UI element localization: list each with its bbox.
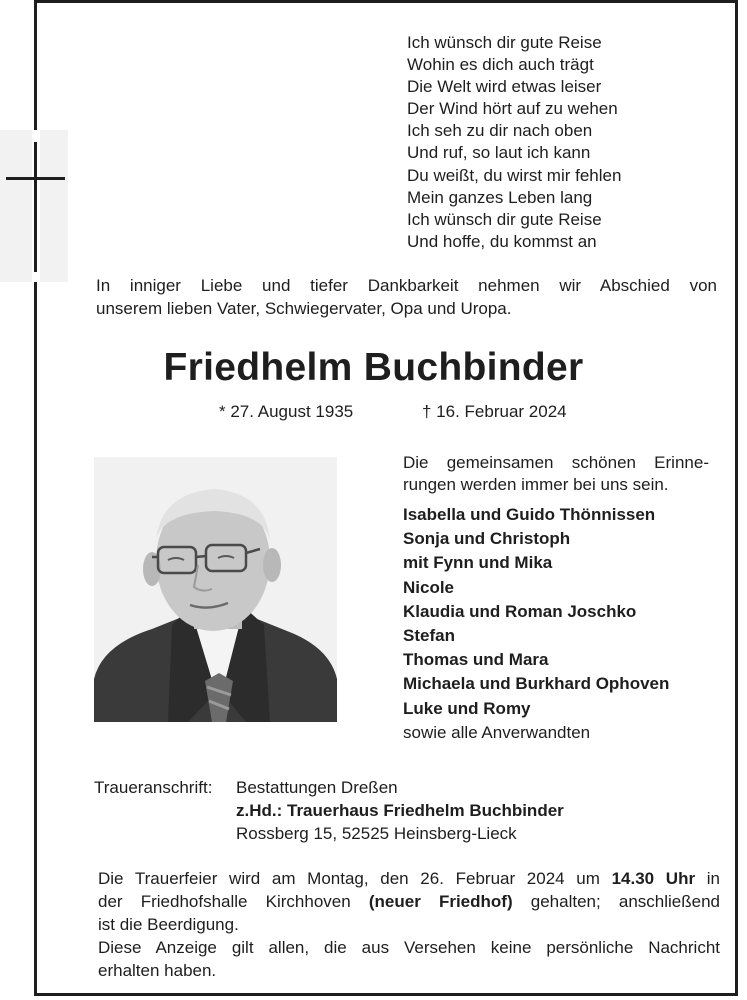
family-member: Thomas und Mara <box>403 650 549 670</box>
family-list <box>403 503 669 745</box>
ceremony-line-3: ist die Beerdigung. <box>98 915 239 934</box>
family-member: Klaudia und Roman Joschko <box>403 601 637 621</box>
ceremony-text-part: Die Trauerfeier wird am Montag, den 26. Februar 2024 um <box>98 869 612 888</box>
intro-text <box>96 274 717 320</box>
ceremony-text-part: gehalten; anschließend <box>512 892 720 911</box>
poem-line: Und hoffe, du kommst an <box>407 231 597 251</box>
memory-line-1: Die gemeinsamen schönen Erinne- <box>403 453 709 472</box>
notice-line-2: erhalten haben. <box>98 961 217 980</box>
portrait-illustration <box>94 457 337 722</box>
poem-line: Wohin es dich auch trägt <box>407 55 594 75</box>
family-member: Stefan <box>403 626 455 646</box>
family-member: mit Fynn und Mika <box>403 553 553 573</box>
address-line-3: Rossberg 15, 52525 Heinsberg-Lieck <box>236 824 517 843</box>
address-block <box>236 776 564 845</box>
address-line-2: z.Hd.: Trauerhaus Friedhelm Buchbinder <box>236 801 564 820</box>
intro-line-1: In inniger Liebe und tiefer Dankbarkeit nehmen wir Abschied von <box>96 276 717 295</box>
cross-icon <box>34 142 37 272</box>
birth-date: * 27. August 1935 <box>219 402 354 421</box>
portrait-photo <box>94 457 337 722</box>
family-member: Nicole <box>403 577 455 597</box>
poem <box>407 32 621 253</box>
family-closing: sowie alle Anverwandten <box>403 722 591 742</box>
poem-line: Ich wünsch dir gute Reise <box>407 209 602 229</box>
family-member: Michaela und Burkhard Ophoven <box>403 674 670 694</box>
ceremony-time: 14.30 Uhr <box>611 869 696 888</box>
memory-line-2: rungen werden immer bei uns sein. <box>403 475 669 494</box>
ceremony-location-note: (neuer Friedhof) <box>368 892 513 911</box>
death-date: † 16. Februar 2024 <box>422 402 567 421</box>
deceased-name: Friedhelm Buchbinder <box>163 346 584 389</box>
memory-text <box>403 452 709 496</box>
address-line-1: Bestattungen Dreßen <box>236 778 398 797</box>
ceremony-line-1 <box>98 867 720 890</box>
address-label: Traueranschrift: <box>94 778 213 797</box>
poem-line: Ich wünsch dir gute Reise <box>407 33 602 52</box>
poem-line: Ich seh zu dir nach oben <box>407 121 593 141</box>
ceremony-text-part: der Friedhofshalle Kirchhoven <box>98 892 369 911</box>
family-member: Sonja und Christoph <box>403 529 571 549</box>
poem-line: Der Wind hört auf zu wehen <box>407 99 618 119</box>
poem-line: Du weißt, du wirst mir fehlen <box>407 165 622 185</box>
ceremony-text-part: in <box>695 869 720 888</box>
poem-line: Und ruf, so laut ich kann <box>407 143 591 163</box>
poem-line: Mein ganzes Leben lang <box>407 187 593 207</box>
family-member: Luke und Romy <box>403 698 531 718</box>
family-member: Isabella und Guido Thönnissen <box>403 505 656 524</box>
cross-icon-bar <box>6 177 65 180</box>
ceremony-line-2 <box>98 890 720 913</box>
ceremony-text <box>98 867 720 982</box>
intro-line-2: unserem lieben Vater, Schwiegervater, Opa und Uropa. <box>96 299 512 318</box>
notice-line-1: Diese Anzeige gilt allen, die aus Versehen keine persönliche Nachricht <box>98 938 720 957</box>
poem-line: Die Welt wird etwas leiser <box>407 77 602 97</box>
